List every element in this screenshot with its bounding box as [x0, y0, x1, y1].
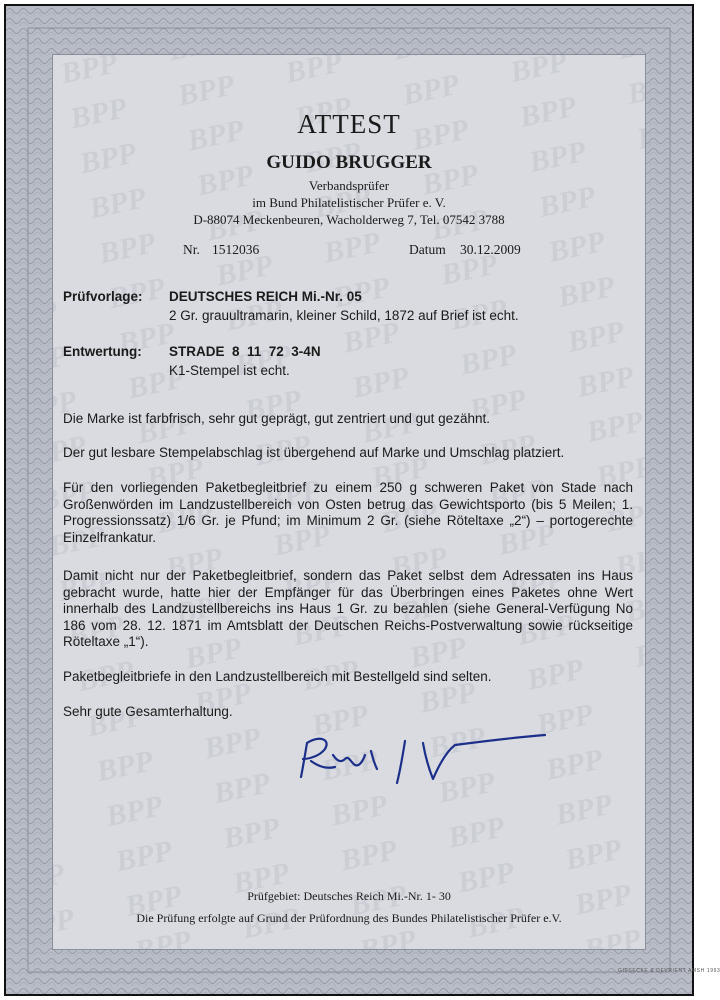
- pruefvorlage-label: Prüfvorlage:: [63, 289, 143, 304]
- certificate-number: 1512036: [212, 242, 260, 257]
- paragraph-cancellation: Der gut lesbare Stempelabschlag ist übergehend auf Marke und Umschlag platziert.: [63, 445, 565, 460]
- footer-exam-scope: Prüfgebiet: Deutsches Reich Mi.-Nr. 1- 30: [247, 889, 451, 903]
- examiner-signature: [285, 715, 555, 795]
- certificate-date: 30.12.2009: [460, 242, 521, 257]
- examiner-name: GUIDO BRUGGER: [266, 152, 432, 173]
- certificate-date-label: Datum: [409, 242, 446, 257]
- certificate-number-label: Nr.: [183, 242, 200, 257]
- examiner-role: Verbandsprüfer: [308, 178, 390, 193]
- examiner-address: D-88074 Meckenbeuren, Wacholderweg 7, Tel. 07542 3788: [193, 212, 505, 227]
- pruefvorlage-value: DEUTSCHES REICH Mi.-Nr. 05: [169, 289, 362, 304]
- certificate-body: [52, 54, 646, 950]
- certificate-title: ATTEST: [297, 109, 401, 139]
- paragraph-postage: Für den vorliegenden Paketbegleitbrief zu einem 250 g schweren Paket von Stade nach Großenwörden im Landzustellbereich von Osten betrug das Gewichtsporto (bis 5 Meilen; 1. Progressionssatz) 1/6 Gr. je Pfund; im Minimum 2 Gr. (siehe Röteltaxe „2“) – portogerechte Einzelfrankatur.: [63, 480, 633, 545]
- paragraph-overall: Sehr gute Gesamterhaltung.: [63, 704, 233, 719]
- examiner-association: im Bund Philatelistischer Prüfer e. V.: [252, 195, 446, 210]
- paragraph-delivery-fee: Damit nicht nur der Paketbegleitbrief, sondern das Paket selbst dem Adressaten ins Haus gebracht wurde, hatte hier der Empfänger für das Überbringen eines Paketes ohne Wert innerhalb des Landzustellbereichs ins Haus 1 Gr. zu bezahlen (siehe General-Verfügung No 186 vom 28. 12. 1871 im Amtsblatt der Deutschen Reichs-Postverwaltung sowie rückseitige Röteltaxe „1“).: [63, 568, 633, 649]
- certificate-sheet: [4, 4, 720, 996]
- footer-exam-rules: Die Prüfung erfolgte auf Grund der Prüfordnung des Bundes Philatelistischer Prüfer e.V.: [136, 911, 562, 925]
- paragraph-condition: Die Marke ist farbfrisch, sehr gut geprägt, gut zentriert und gut gezähnt.: [63, 411, 490, 426]
- entwertung-detail: K1-Stempel ist echt.: [169, 363, 290, 378]
- entwertung-value: STRADE 8 11 72 3-4N: [169, 344, 321, 359]
- entwertung-label: Entwertung:: [63, 344, 142, 359]
- pruefvorlage-detail: 2 Gr. grauultramarin, kleiner Schild, 1872 auf Brief ist echt.: [169, 308, 519, 323]
- printer-imprint: GIESECKE & DEVRIENT AMSH 1993: [618, 968, 720, 974]
- paragraph-rarity: Paketbegleitbriefe in den Landzustellbereich mit Bestellgeld sind selten.: [63, 669, 492, 684]
